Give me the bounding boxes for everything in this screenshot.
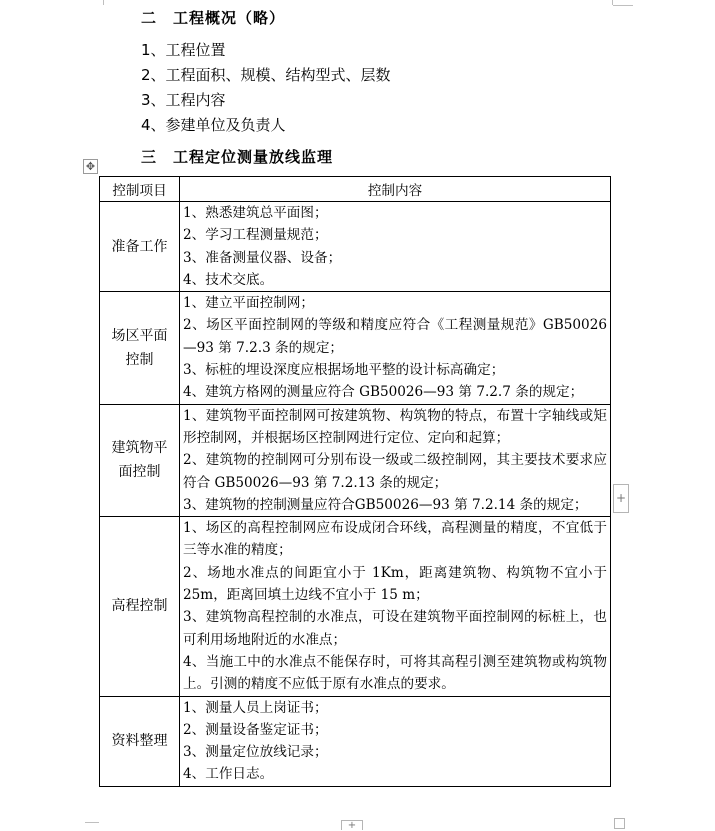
section3-heading: 三 工程定位测量放线监理 <box>141 148 334 166</box>
table-row <box>100 292 611 404</box>
add-column-plus-icon[interactable]: + <box>613 484 629 513</box>
content-line: 1、场区的高程控制网应布设成闭合环线，高程测量的精度，不宜低于三等水准的精度； <box>183 520 607 559</box>
list-item: 2、工程面积、规模、结构型式、层数 <box>141 66 391 84</box>
row-content <box>180 202 611 292</box>
content-line: 1、熟悉建筑总平面图； <box>183 205 328 221</box>
content-line: 1、测量人员上岗证书； <box>183 699 328 716</box>
header-control-item: 控制项目 <box>100 177 180 202</box>
content-line: 2、学习工程测量规范； <box>183 227 328 244</box>
table-header-row <box>100 177 611 202</box>
list-item: 4、参建单位及负责人 <box>141 116 286 134</box>
table-row <box>100 696 611 786</box>
control-table <box>99 176 611 787</box>
crop-mark-bottom-left <box>85 822 99 823</box>
crop-mark-top-left <box>103 0 104 5</box>
content-line: 4、技术交底。 <box>183 271 274 288</box>
table-row <box>100 202 611 292</box>
row-item-label: 场区平面 控制 <box>100 292 180 404</box>
table-resize-handle-icon[interactable] <box>614 818 625 829</box>
content-line: 1、建筑物平面控制网可按建筑物、构筑物的特点，布置十字轴线或矩形控制网，并根据场区控制网进行定位、定向和起算； <box>183 407 607 446</box>
overview-list <box>141 38 391 138</box>
content-line: 3、标桩的埋设深度应根据场地平整的设计标高确定； <box>183 362 505 379</box>
crop-mark-top-right-h <box>613 5 633 6</box>
row-content <box>180 696 611 786</box>
content-line: 4、建筑方格网的测量应符合 GB50026—93 第 7.2.7 条的规定； <box>183 384 584 401</box>
row-item-label: 高程控制 <box>100 517 180 696</box>
list-item: 1、工程位置 <box>141 41 226 59</box>
list-item: 3、工程内容 <box>141 91 226 109</box>
content-line: 4、当施工中的水准点不能保存时，可将其高程引测至建筑物或构筑物上。引测的精度不应低于原有水准点的要求。 <box>183 653 607 693</box>
content-line: 3、测量定位放线记录； <box>183 744 328 761</box>
row-item-label: 准备工作 <box>100 202 180 292</box>
row-content <box>180 517 611 696</box>
section2-heading: 二 工程概况（略） <box>141 9 286 27</box>
row-item-label: 资料整理 <box>100 696 180 786</box>
row-item-label: 建筑物平 面控制 <box>100 404 180 516</box>
content-line: 3、建筑物的控制测量应符合GB50026—93 第 7.2.14 条的规定； <box>183 496 588 513</box>
table-row <box>100 404 611 516</box>
content-line: 2、场地水准点的间距宜小于 1Km，距离建筑物、构筑物不宜小于 25m，距离回填土边线不宜小于 15 m； <box>183 564 607 604</box>
content-line: 2、建筑物的控制网可分别布设一级或二级控制网，其主要技术要求应符合 GB50026—93 第 7.2.13 条的规定； <box>183 452 607 491</box>
table-row <box>100 517 611 696</box>
move-handle-icon[interactable]: ✥ <box>83 159 98 174</box>
row-content <box>180 292 611 404</box>
content-line: 4、工作日志。 <box>183 766 274 783</box>
content-line: 2、场区平面控制网的等级和精度应符合《工程测量规范》GB50026—93 第 7.2.3 条的规定； <box>183 317 607 356</box>
content-line: 3、建筑物高程控制的水准点，可设在建筑物平面控制网的标桩上，也可利用场地附近的水准点； <box>183 609 607 648</box>
row-content <box>180 404 611 516</box>
content-line: 1、建立平面控制网； <box>183 295 314 312</box>
content-line: 2、测量设备鉴定证书； <box>183 721 328 738</box>
add-row-plus-icon[interactable]: + <box>341 820 363 830</box>
content-line: 3、准备测量仪器、设备； <box>183 249 342 266</box>
header-control-content: 控制内容 <box>180 177 611 202</box>
